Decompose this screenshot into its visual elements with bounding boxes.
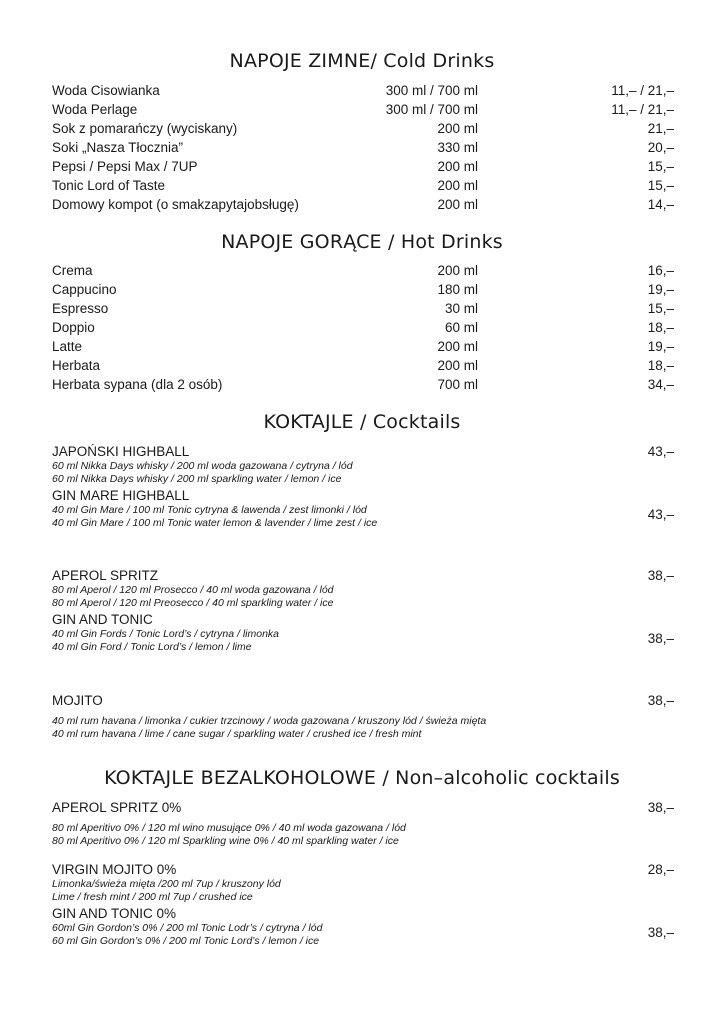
item-volume: 330 ml: [437, 140, 478, 155]
item-name: Herbata sypana (dla 2 osób): [52, 377, 223, 392]
item-volume: 200 ml: [437, 178, 478, 193]
cocktail-description-pl: 40 ml Gin Fords / Tonic Lord’s / cytryna / limonka: [52, 628, 280, 640]
item-price: 14,–: [647, 197, 674, 212]
cocktail-price: 43,–: [647, 507, 674, 522]
cocktail-name: GIN AND TONIC 0%: [52, 906, 177, 921]
cocktail-price: 28,–: [647, 862, 674, 877]
item-price: 21,–: [647, 121, 674, 136]
item-name: Espresso: [52, 301, 109, 316]
menu-row: [52, 358, 674, 377]
item-volume: 200 ml: [437, 159, 478, 174]
item-name: Woda Cisowianka: [52, 83, 160, 98]
cocktail-item: [52, 800, 674, 848]
item-price: 20,–: [647, 140, 674, 155]
cocktail-price: 38,–: [647, 800, 674, 815]
item-name: Tonic Lord of Taste: [52, 178, 166, 193]
menu-row: [52, 263, 674, 282]
item-name: Sok z pomarańczy (wyciskany): [52, 121, 238, 136]
cocktail-price: 38,–: [647, 925, 674, 940]
item-price: 19,–: [647, 339, 674, 354]
item-volume: 200 ml: [437, 197, 478, 212]
cocktail-description-en: 60 ml Gin Gordon’s 0% / 200 ml Tonic Lord’s / lemon / ice: [52, 935, 320, 947]
cocktail-description-en: 40 ml Gin Mare / 100 ml Tonic water lemon & lavender / lime zest / ice: [52, 517, 378, 529]
menu-row: [52, 102, 674, 121]
menu-row: [52, 178, 674, 197]
menu-row: [52, 320, 674, 339]
cocktail-price: 38,–: [647, 568, 674, 583]
item-volume: 300 ml / 700 ml: [385, 83, 478, 98]
cocktail-name: APEROL SPRITZ: [52, 568, 159, 583]
item-name: Woda Perlage: [52, 102, 138, 117]
menu-row: [52, 121, 674, 140]
item-name: Domowy kompot (o smakzapytajobsługę): [52, 197, 299, 212]
menu-row: [52, 377, 674, 396]
item-price: 18,–: [647, 358, 674, 373]
cocktail-price: 38,–: [647, 693, 674, 708]
cocktail-description-pl: 80 ml Aperitivo 0% / 120 ml wino musujące 0% / 40 ml woda gazowana / lód: [52, 822, 406, 834]
item-volume: 180 ml: [437, 282, 478, 297]
cocktail-description-en: 40 ml Gin Ford / Tonic Lord’s / lemon / lime: [52, 641, 252, 653]
menu-row: [52, 282, 674, 301]
cocktail-description-en: 80 ml Aperitivo 0% / 120 ml Sparkling wine 0% / 40 ml sparkling water / ice: [52, 835, 399, 847]
menu-row: [52, 301, 674, 320]
cocktail-price: 43,–: [647, 444, 674, 459]
item-price: 19,–: [647, 282, 674, 297]
item-name: Crema: [52, 263, 93, 278]
cocktails-heading: KOKTAJLE / Cocktails: [263, 411, 461, 433]
cocktail-item: [52, 488, 674, 530]
cocktail-item: [52, 568, 674, 610]
item-name: Herbata: [52, 358, 101, 373]
nonalcoholic-heading: KOKTAJLE BEZALKOHOLOWE / Non–alcoholic cocktails: [104, 767, 620, 789]
cocktail-name: APEROL SPRITZ 0%: [52, 800, 182, 815]
menu-row: [52, 140, 674, 159]
item-volume: 60 ml: [444, 320, 478, 335]
cocktail-name: GIN AND TONIC: [52, 612, 153, 627]
cocktail-description-pl: 60ml Gin Gordon’s 0% / 200 ml Tonic Lodr’s / cytryna / lód: [52, 922, 323, 934]
cocktail-name: JAPOŃSKI HIGHBALL: [52, 444, 190, 459]
cocktail-description-pl: 60 ml Nikka Days whisky / 200 ml woda gazowana / cytryna / lód: [52, 460, 353, 472]
cocktail-item: [52, 693, 674, 741]
item-price: 11,– / 21,–: [611, 102, 674, 117]
item-volume: 200 ml: [437, 339, 478, 354]
item-volume: 700 ml: [437, 377, 478, 392]
cocktail-item: [52, 444, 674, 486]
cocktail-name: GIN MARE HIGHBALL: [52, 488, 190, 503]
item-name: Pepsi / Pepsi Max / 7UP: [52, 159, 198, 174]
item-name: Cappucino: [52, 282, 117, 297]
item-name: Soki „Nasza Tłocznia”: [52, 140, 184, 155]
cocktail-description-en: 40 ml rum havana / lime / cane sugar / sparkling water / crushed ice / fresh mint: [52, 728, 422, 740]
menu-row: [52, 197, 674, 216]
cold-drinks-heading: NAPOJE ZIMNE/ Cold Drinks: [229, 50, 495, 72]
cocktail-description-pl: 80 ml Aperol / 120 ml Prosecco / 40 ml woda gazowana / lód: [52, 584, 334, 596]
cocktail-name: MOJITO: [52, 693, 103, 708]
cocktail-price: 38,–: [647, 631, 674, 646]
cocktail-description-pl: 40 ml rum havana / limonka / cukier trzcinowy / woda gazowana / kruszony lód / świeża mięta: [52, 715, 487, 727]
menu-row: [52, 159, 674, 178]
item-name: Doppio: [52, 320, 95, 335]
cocktail-description-pl: 40 ml Gin Mare / 100 ml Tonic cytryna & lawenda / zest limonki / lód: [52, 504, 367, 516]
cocktail-description-en: 60 ml Nikka Days whisky / 200 ml sparkling water / lemon / ice: [52, 473, 342, 485]
item-volume: 200 ml: [437, 358, 478, 373]
item-price: 16,–: [647, 263, 674, 278]
item-volume: 200 ml: [437, 121, 478, 136]
hot-drinks-heading: NAPOJE GORĄCE / Hot Drinks: [221, 231, 503, 253]
cocktail-item: [52, 612, 674, 654]
item-price: 11,– / 21,–: [611, 83, 674, 98]
item-price: 34,–: [647, 377, 674, 392]
item-price: 15,–: [647, 301, 674, 316]
menu-row: [52, 339, 674, 358]
item-price: 18,–: [647, 320, 674, 335]
item-volume: 200 ml: [437, 263, 478, 278]
cocktail-item: [52, 906, 674, 948]
item-volume: 300 ml / 700 ml: [385, 102, 478, 117]
cocktail-description-en: 80 ml Aperol / 120 ml Preosecco / 40 ml sparkling water / ice: [52, 597, 334, 609]
cocktail-description-en: Lime / fresh mint / 200 ml 7up / crushed ice: [52, 891, 253, 903]
menu-row: [52, 83, 674, 102]
item-volume: 30 ml: [444, 301, 478, 316]
cocktail-description-pl: Limonka/świeża mięta /200 ml 7up / kruszony lód: [52, 878, 281, 890]
item-price: 15,–: [647, 159, 674, 174]
item-price: 15,–: [647, 178, 674, 193]
cocktail-name: VIRGIN MOJITO 0%: [52, 862, 177, 877]
item-name: Latte: [52, 339, 83, 354]
cocktail-item: [52, 862, 674, 904]
